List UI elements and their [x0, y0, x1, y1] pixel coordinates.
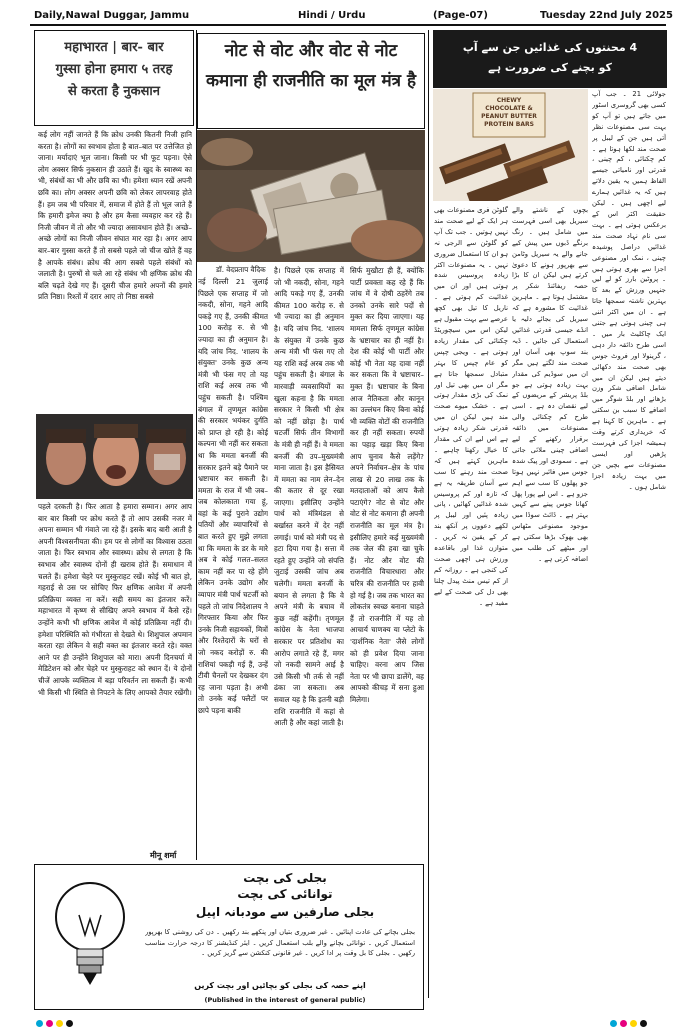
- column-divider: [428, 30, 429, 998]
- advert-points: بجلی بچانے کی عادت اپنائیں ۔ غیر ضروری بتیاں اور پنکھے بند رکھیں ۔ دن کی روشنی کا بھرپور استعمال کریں ۔ توانائی بچانے والے بلب استعمال کریں ۔ ایئر کنڈیشنر کا درجہ حرارت مناسب رکھیں ۔ بجلی کا بل وقت پر ادا کریں ۔ غیر قانونی کنکشن سے گریز کریں ۔: [145, 928, 415, 957]
- title-line: से करता है नुकसान: [68, 84, 160, 99]
- cash-notes-photo: [197, 130, 425, 262]
- advert-footer-note: (Published in the interest of general public): [204, 996, 366, 1004]
- center-headline: नोट से वोट और वोट से नोट कमाना ही राजनीति का मूल मंत्र है: [205, 41, 417, 91]
- protein-bars-photo: [433, 89, 588, 201]
- left-article-author: मीनू शर्मा: [150, 851, 177, 860]
- banknotes-illustration: [197, 130, 425, 262]
- masthead-date: Tuesday 22nd July 2025: [540, 10, 673, 21]
- left-title-box: [34, 30, 194, 126]
- electricity-advert: [34, 864, 424, 1010]
- faces-illustration: [36, 414, 193, 499]
- center-col-2: है। पिछले एक सप्ताह में जो भी नकदी, सोना, गहने आदि पकड़े गए हैं, उनकी कीमत 100 करोड़ रु. से भी ज्यादा का ही अनुमान है। यदि जांच निद. 'शालय के संयुक्त में उनके कुछ अन्य मंत्री भी फंस गए तो यह राशि कई अरब तक भी पहुंच सकती है। बंगाल के मारवाड़ी व्यवसायियों का खुला कहना है कि ममता सरकार ने किसी भी क्षेत्र को नहीं छोड़ा है। पार्थ चटर्जी सिर्फ तीन विभागों के मंत्री ही नहीं हैं। वे ममता बनर्जी की उप–मुख्यमंत्री माना जाता है। इस हैसियत में ममता का नाम लेन–देन की कतार से दूर रखा जाएगा। इसीलिए उन्होंने पार्थ को मंत्रिमंडल से बर्खास्त करने में देर नहीं लगाई। पार्थ को मंत्री पद से हटा दिया गया है। सत्ता में रहते हुए उन्होंने जो संपत्ति जुटाई उसकी जांच अब चलेगी। ममता बनर्जी के बयान से लगता है कि वे अपने मंत्री के बचाव में कुछ नहीं कहेंगी। तृणमूल कांग्रेस के नेता भाजपा सरकार पर प्रतिशोध का आरोप लगाते रहे हैं, मगर जो नकदी सामने आई है उसे किसी भी तर्क से नहीं ढंका जा सकता। अब सवाल यह है कि इतनी बड़ी राशि राजनीति में कहां से आती है और कहां जाती है।: [274, 266, 344, 728]
- urdu-headline-line: 4 محنتوں کی غذائیں جن سے آپ: [462, 41, 638, 54]
- advert-title-1: بجلی کی بچت: [243, 871, 327, 885]
- light-bulb-icon: [49, 875, 131, 995]
- urdu-headline-line: کو بچنے کی ضرورت ہے: [488, 61, 612, 74]
- registration-marks-right: [610, 1012, 650, 1031]
- advert-title-3: بجلی صارفین سے مودبانہ اپیل: [195, 905, 375, 919]
- center-col-1: नई दिल्ली 21 जुलाई पिछले एक सप्ताह में जो नकदी, सोना, गहने आदि पकड़े गए हैं, उनकी कीमत 100 करोड़ रु. से भी ज्यादा का ही अनुमान है। यदि जांच निद. 'शालय के संयुक्त' उनके कुछ अन्य मंत्री भी फंस गए तो यह राशि कई अरब तक भी पहुंच सकती है। पश्चिम बंगाल में तृणमूल कांग्रेस की सरकार भयंकर दुर्गति को प्राप्त हो रही है। कोई कल्पना भी नहीं कर सकता था कि ममता बनर्जी की सरकार इतने बड़े पैमाने पर भ्रष्टाचार कर सकती है। ममता के राज में भी जब–जब कोलकाता गया हूं, वहां के कई पुराने उद्योग पतियों और व्यापारियों से बात करते हुए मुझे लगता था कि ममता के डर के मारे अब वे कोई गलत–सलत काम नहीं कर पा रहे होंगे लेकिन उनके उद्योग और व्यापार मंत्री पार्थ चटर्जी को पहले तो जांच निदेशालय ने गिरफ्तार किया और फिर उनके निजी सहायकों, मित्रों और रिश्तेदारों के घरों से जो नकद करोड़ों रु. की राशियां पकड़ी गई हैं, उन्हें टीवी चैनलों पर देखकर दंग रह जाना पड़ता है। अभी तो उनके कई फ्लैटों पर छापे पड़ना बाकी: [198, 277, 268, 715]
- left-article-title: [35, 31, 193, 103]
- urdu-col-3: گلوٹن فری مصنوعات بھی ہر ایک کے لیے صحت مند نہیں ہوتیں ۔ جب تک آپ کو گلوٹن سے الرجی نہ ہو ان کا استعمال ضروری نہیں ۔ یہ مصنوعات اکثر زیادہ پروسیس شدہ ہوتی ہیں اور ان میں غذائیت کم ہوتی ہے ۔ ناریل کا تیل بھی کچھ عرصے سے بہت مقبول ہے لیکن اس میں سیچوریٹڈ چکنائی کی مقدار زیادہ ہوتی ہے ۔ ویجی چپس کو عام چپس کا بہتر متبادل سمجھا جاتا ہے مگر ان میں بھی تیل اور نمک کی بڑی مقدار ہوتی ہے ۔ خشک میوے صحت مند ہیں لیکن ان میں قدرتی شکر زیادہ ہوتی ہے اس لیے ان کی مقدار کا خیال رکھنا چاہیے ۔ ماہرین کہتے ہیں کہ صحت مند رہنے کا سب سے آسان طریقہ یہ ہے کہ تازہ اور کم پروسیس شدہ غذائیں کھائیں ، پانی زیادہ پئیں اور لیبل پر لکھے دعووں پر آنکھ بند کر کے یقین نہ کریں ۔ متوازن غذا اور باقاعدہ ورزش ہی اچھی صحت کی کنجی ہے ۔ روزانہ کم از کم تیس منٹ پیدل چلنا بھی دل کی صحت کے لیے مفید ہے ۔: [434, 206, 508, 607]
- urdu-headline-banner: [433, 30, 667, 88]
- masthead-rule: [30, 24, 666, 26]
- protein-bar-label: CHEWY CHOCOLATE & PEANUT BUTTER PROTEIN BARS: [481, 97, 537, 128]
- center-headline-box: [197, 33, 425, 129]
- left-article-body-bottom: पहले दरकती है। फिर आता है हमारा सम्मान। अगर आप बार बार किसी पर क्रोध करते हैं तो आप उसकी नजर में अपना सम्मान भी गंवाते जा रहे हैं। इसके बाद बारी आती है अपनी विश्वसनीयता की। हम पर से लोगों का विश्वास उठता जाता है। फिर स्वभाव और स्वास्थ्य। क्रोध से लगता है कि स्वभाव और स्वास्थ्य दोनों ही खराब होते हैं। समाधान में चलते हैं। हमेशा चेहरे पर मुस्कुराहट रखें। कोई भी बात हो, गहराई से उस पर सोचिए फिर क्षणिक आवेश में अपनी प्रतिक्रिया व्यक्त ना करें। सही समय का इंतजार करें। महाभारत में कृष्ण से सीखिए अपने स्वभाव में कैसे रहें। उन्होंने कभी भी क्षणिक आवेश में कोई प्रतिक्रिया नहीं दी। हमेशा परिस्थिति को गंभीरता से देखते थे। शिशुपाल अपमान करता रहा लेकिन वे सही वक्त का इंतजार करते रहे। वक्त आने पर ही उन्होंने शिशुपाल को मारा। अपनी दिनचर्या में मेडिटेशन को और चेहरे पर मुस्कुराहट को स्थान दें। ये दोनों चीजें आपके व्यक्तित्व में बड़ा परिवर्तन ला सकती हैं। कभी भी किसी भी स्थिति से निपटने के लिए आपको तैयार रखेंगी।: [38, 502, 192, 697]
- page-number: (Page-07): [433, 10, 488, 21]
- masthead-left: Daily,Nawal Duggar, Jammu: [34, 10, 190, 21]
- registration-marks-left: [36, 1012, 76, 1031]
- title-line: महाभारत | बार- बार: [64, 40, 164, 55]
- center-byline: डॉ. वेदप्रताप वैदिक: [216, 265, 266, 274]
- title-line: गुस्सा होना हमारा ५ तरह: [55, 62, 173, 77]
- masthead-center: Hindi / Urdu: [298, 10, 366, 21]
- urdu-col-1: جولائی 21 ۔ جب آپ کسی بھی گروسری اسٹور میں جاتے ہیں تو آپ کو بہت سی مصنوعات نظر آتی ہیں جن کے لیبل پر صحت مند لکھا ہوتا ہے ۔ کم چکنائی ، کم چینی ، قدرتی اور نامیاتی جیسے الفاظ ہمیں یہ یقین دلاتے ہیں کہ یہ غذائیں ہمارے لیے اچھی ہیں ۔ لیکن حقیقت اکثر اس کے برعکس ہوتی ہے ۔ بہت سی نام نہاد صحت مند غذائیں دراصل پوشیدہ چینی ، نمک اور مصنوعی اجزا سے بھری ہوتی ہیں ۔ پروٹین بارز کو لے لیں جنہیں ورزش کے بعد کا بہترین ناشتہ سمجھا جاتا ہے ۔ ان میں اکثر اتنی ہی چینی ہوتی ہے جتنی ایک چاکلیٹ بار میں ۔ اسی طرح ذائقہ دار دہی ، گرینولا اور فروٹ جوس بھی صحت مند دکھائی دیتے ہیں لیکن ان میں شامل اضافی شکر وزن بڑھانے اور بلڈ شوگر میں اضافے کا سبب بن سکتی ہے ۔ ماہرین کا کہنا ہے کہ خریداری کرتے وقت ہمیشہ اجزا کی فہرست پڑھیں اور ایسی مصنوعات سے بچیں جن میں بہت زیادہ اجزا شامل ہوں ۔: [592, 90, 666, 491]
- urdu-headline: [433, 30, 667, 78]
- advert-footer-urdu: اپنے حصہ کی بجلی کو بچائیں اور بچت کریں: [194, 981, 366, 990]
- center-col-3: सिर्फ मुखौटा ही हैं, क्योंकि पार्टी प्रवक्ता कह रहे हैं कि जांच में वे दोषी ठहरेंगे तब उनको उनके सारे पदों से मुक्त कर दिया जाएगा। यह मामला सिर्फ तृणमूल कांग्रेस के भ्रष्टाचार का ही नहीं है। देश की कोई भी पार्टी और कोई भी नेता यह दावा नहीं कर सकता कि वे भ्रष्टाचार–मुक्त हैं। भ्रष्टाचार के बिना आज नैतिकता और कानून का उल्लंघन किए बिना कोई भी व्यक्ति वोटों की राजनीति कर ही नहीं सकता। रुपयों का पहाड़ खड़ा किए बिना आप चुनाव कैसे लड़ेंगे? अपने निर्वाचन–क्षेत्र के पांच लाख से 20 लाख तक के मतदाताओं को आप कैसे पटाएंगे? नोट से वोट और वोट से नोट कमाना ही अपनी राजनीति का मूल मंत्र है। इसीलिए हमारे कई मुख्यमंत्री तक जेल की हवा खा चुके हैं। नोट और वोट की राजनीति विचारधारा और चरित्र की राजनीति पर हावी हो गई है। जब तक भारत का लोकतंत्र स्वच्छ बनाना चाहते हैं तो राजनीति में यह तो आचार्य चाणक्य या प्लेटो के 'दार्शनिक नेता' जैसे लोगों को ही प्रवेश दिया जाना चाहिए। वरना आप जिस नेता पर भी छापा डालेंगे, वह आपको कीचड़ में सना हुआ मिलेगा।: [350, 266, 424, 704]
- anger-faces-photo: [36, 414, 193, 499]
- left-article-body-top: कई लोग नहीं जानते हैं कि क्रोध उनकी कितनी निजी हानि करता है। लोगों का स्वभाव होता है बात–बात पर उत्तेजित हो जाना। मर्यादाएं भूल जाना। किसी पर भी फूट पड़ना। ऐसे लोग अक्सर सिर्फ नुकसान ही उठाते हैं। खुद के स्वास्थ्य का भी, संबंधों का भी और छवि का भी। हमेशा ध्यान रखें अपनी छवि का। लोग अक्सर अपनी छवि को लेकर लापरवाह होते हैं। हम जब भी परिवार में, समाज में होते हैं तो भूल जाते हैं कि हमारी इमेज क्या है और हम कैसा व्यवहार कर रहे हैं। निजी जीवन में तो और भी ज्यादा असावधान होते हैं। अच्छे–अच्छे लोगों का निजी जीवन संघात मार रहा है। अगर आप बार–बार गुस्सा करते हैं तो सबसे पहले जो चीज खोते हैं वह है आपके संबंध। क्रोध की आग सबसे पहले संबंधों को जलाती है। पुरुषों से चले आ रहे संबंध भी क्षणिक क्रोध की बलि चढ़ते देखे गए हैं। दूसरी चीज हमारे अपनों की हमारे प्रति निष्ठा। रिश्तों में दरार आए तो निष्ठा सबसे: [38, 130, 192, 302]
- urdu-col-2: بچوں کے ناشتے والے سیریل بھی اسی فہرست میں شامل ہیں ۔ رنگ برنگے ڈبوں میں پیش کیے جانے والے یہ سیریل وٹامن سے بھرپور ہونے کا دعویٰ کرتے ہیں لیکن ان کا بڑا حصہ ریفائنڈ شکر پر مشتمل ہوتا ہے ۔ ماہرین غذائیت کا مشورہ ہے کہ سیریل کی بجائے دلیہ یا انڈے جیسی قدرتی غذائیں استعمال کی جائیں ۔ ڈبہ بند سوپ بھی آسان اور صحت مند لگتے ہیں مگر ان میں سوڈیم کی مقدار بہت زیادہ ہوتی ہے جو بلڈ پریشر کے مریضوں کے لیے نقصان دہ ہے ۔ اسی طرح کم چکنائی والی مصنوعات میں ذائقہ برقرار رکھنے کے لیے اضافی چینی ملائی جاتی ہے ۔ سمودی اور پیک شدہ جوس میں فائبر نہیں ہوتا جو پھلوں کا سب سے اہم جزو ہے ۔ اس لیے پورا پھل کھانا جوس پینے سے کہیں بہتر ہے ۔ ڈائٹ سوڈا میں موجود مصنوعی مٹھاس بھی بھوک بڑھا سکتی ہے اور میٹھے کی طلب میں اضافہ کرتی ہے ۔: [512, 206, 588, 563]
- advert-title-2: توانائی کی بچت: [237, 887, 333, 901]
